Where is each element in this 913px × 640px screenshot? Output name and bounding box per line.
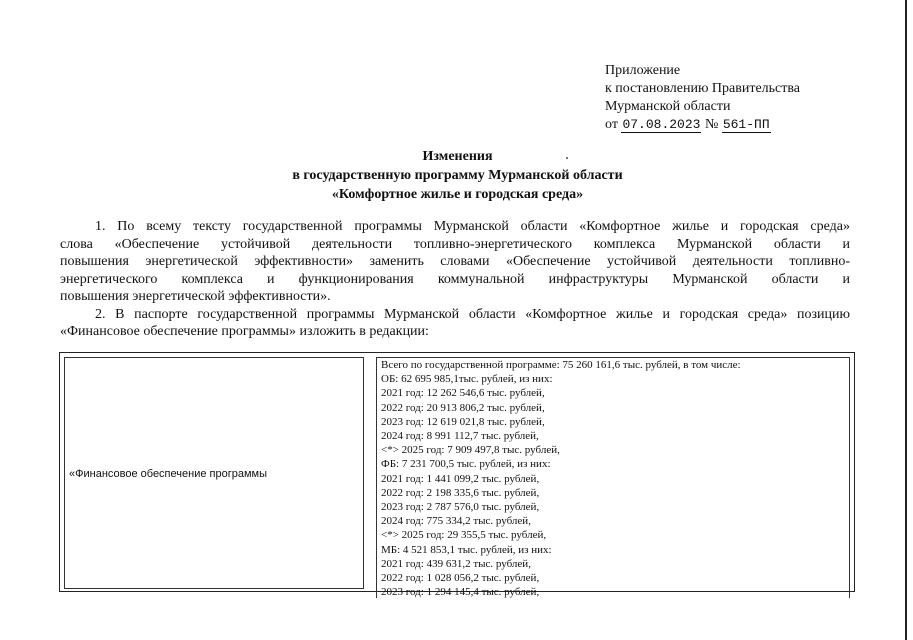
- paragraph-1-line-2: слова «Обеспечение устойчивой деятельности топливно-энергетического комплекса Мурманской области и: [60, 236, 850, 252]
- financing-value-line: 2021 год: 1 441 099,2 тыс. рублей,: [381, 472, 540, 485]
- financing-value-line: 2021 год: 12 262 546,6 тыс. рублей,: [381, 387, 545, 400]
- body-text: [60, 218, 850, 341]
- paragraph-1-line-3: повышения энергетической эффективности» заменить словами «Обеспечение устойчивой деятельности топливно-: [60, 254, 850, 269]
- paragraph-1-line-5: повышения энергетической эффективности».: [60, 289, 331, 304]
- financing-value-line: 2022 год: 20 913 806,2 тыс. рублей,: [381, 401, 545, 414]
- financing-value-line: 2023 год: 2 787 576,0 тыс. рублей,: [381, 501, 540, 514]
- resolution-date: 07.08.2023: [622, 117, 701, 132]
- financing-value-line: 2024 год: 8 991 112,7 тыс. рублей,: [381, 430, 539, 443]
- paragraph-1-line-4: энергетического комплекса и функционирования коммунальной инфраструктуры Мурманской области и: [60, 271, 850, 287]
- financing-value-line: 2021 год: 439 631,2 тыс. рублей,: [381, 557, 531, 570]
- financing-label: «Финансовое обеспечение программы: [69, 468, 267, 480]
- appendix-date-line: [605, 116, 800, 134]
- page-edge-divider: [905, 0, 907, 640]
- financing-value-line: Всего по государственной программе: 75 260 161,6 тыс. рублей, в том числе:: [381, 359, 741, 371]
- paragraph-1: [60, 218, 850, 306]
- appendix-block: [605, 62, 800, 134]
- paragraph-2-line-1: 2. В паспорте государственной программы Мурманской области «Комфортное жилье и городская среда» позицию: [95, 306, 850, 322]
- financing-value-line: <*> 2025 год: 7 909 497,8 тыс. рублей,: [381, 444, 560, 457]
- table-cell-values: [376, 357, 850, 598]
- appendix-region-line: Мурманской области: [605, 99, 731, 114]
- number-prefix: №: [704, 117, 719, 132]
- financing-values-list: [377, 358, 849, 599]
- financing-value-line: 2022 год: 2 198 335,6 тыс. рублей,: [381, 486, 540, 499]
- paragraph-2: [60, 306, 850, 341]
- appendix-title: Приложение: [605, 63, 681, 78]
- financing-value-line: 2022 год: 1 028 056,2 тыс. рублей,: [381, 572, 540, 585]
- financing-value-line: ФБ: 7 231 700,5 тыс. рублей, из них:: [381, 458, 551, 471]
- financing-value-line: 2023 год: 12 619 021,8 тыс. рублей,: [381, 415, 545, 428]
- resolution-number: 561-ПП: [722, 117, 770, 132]
- paragraph-2-line-2: «Финансовое обеспечение программы» изложить в редакции:: [60, 324, 429, 339]
- financing-value-line: ОБ: 62 695 985,1тыс. рублей, из них:: [381, 373, 553, 386]
- heading-program-name: «Комфортное жилье и городская среда»: [331, 187, 584, 202]
- date-prefix: от: [605, 117, 618, 132]
- financing-value-line: МБ: 4 521 853,1 тыс. рублей, из них:: [381, 543, 552, 556]
- document-heading: [180, 147, 735, 204]
- financing-table: [59, 352, 855, 599]
- financing-value-line: 2024 год: 775 334,2 тыс. рублей,: [381, 515, 531, 528]
- table-cell-label: [64, 357, 364, 589]
- financing-value-line: <*> 2025 год: 29 355,5 тыс. рублей,: [381, 529, 547, 542]
- appendix-resolution-line: к постановлению Правительства: [605, 81, 801, 96]
- financing-value-line: 2023 год: 1 294 145,4 тыс. рублей,: [381, 586, 540, 599]
- heading-subtitle: в государственную программу Мурманской области: [292, 168, 623, 183]
- heading-title: Изменения: [422, 149, 493, 164]
- paragraph-1-line-1: 1. По всему тексту государственной программы Мурманской области «Комфортное жилье и городская среда»: [95, 219, 850, 234]
